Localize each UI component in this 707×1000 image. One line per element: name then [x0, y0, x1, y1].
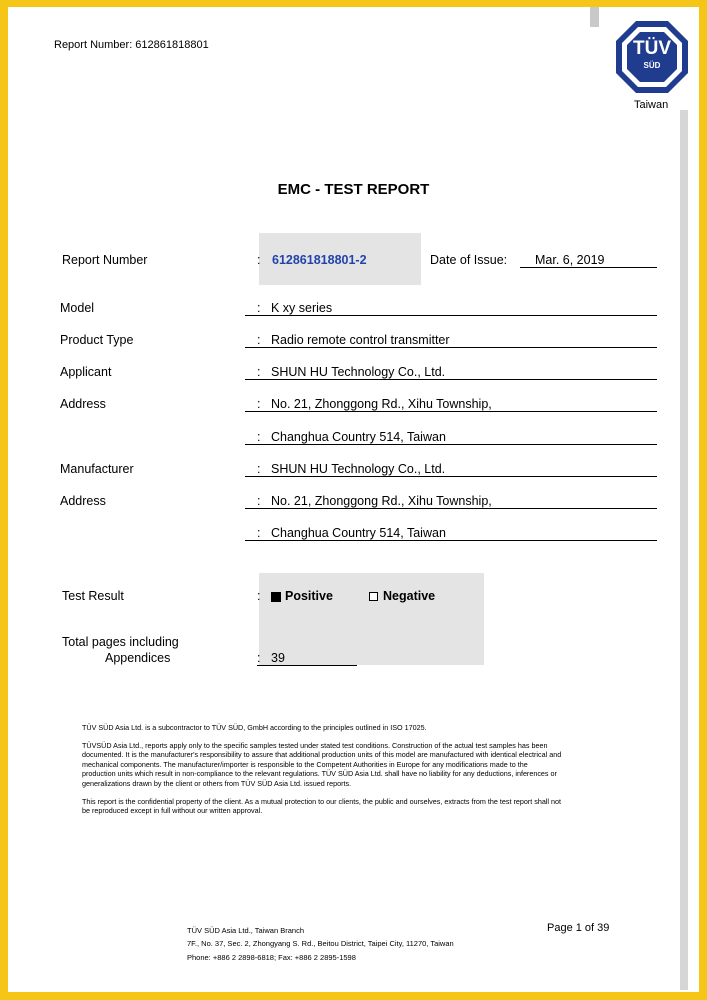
manufacturer-address-label: Address — [60, 494, 106, 508]
applicant-address-underline2 — [245, 444, 657, 445]
date-of-issue-label: Date of Issue: — [430, 253, 508, 267]
total-pages-underline — [257, 665, 357, 666]
colon: : — [257, 494, 261, 508]
report-number-label: Report Number — [62, 253, 148, 267]
page-shadow-top — [590, 7, 599, 27]
footer-company: TÜV SÜD Asia Ltd., Taiwan Branch — [187, 926, 304, 935]
manufacturer-underline — [245, 476, 657, 477]
test-result-shade — [259, 573, 484, 665]
colon: : — [257, 462, 261, 476]
applicant-address-label: Address — [60, 397, 106, 411]
applicant-underline — [245, 379, 657, 380]
total-pages-label-line1: Total pages including — [62, 635, 179, 649]
footer-page-number: Page 1 of 39 — [547, 922, 610, 934]
applicant-value: SHUN HU Technology Co., Ltd. — [271, 365, 446, 379]
product-type-value: Radio remote control transmitter — [271, 333, 450, 347]
positive-checkbox[interactable] — [271, 592, 281, 602]
manufacturer-value: SHUN HU Technology Co., Ltd. — [271, 462, 446, 476]
report-number-value: 612861818801-2 — [272, 253, 367, 267]
colon: : — [257, 397, 261, 411]
colon: : — [257, 301, 261, 315]
colon: : — [257, 430, 261, 444]
total-pages-value: 39 — [271, 651, 285, 665]
manufacturer-address-line2: Changhua Country 514, Taiwan — [271, 526, 446, 540]
disclaimer-confidential: This report is the confidential property of the client. As a mutual protection to our clients, the public and ourselves, extracts from the test report shall not be reproduced except in full without our written approval. — [82, 796, 562, 816]
positive-label: Positive — [285, 589, 333, 603]
tuv-logo-text: TÜV — [633, 38, 671, 59]
negative-checkbox[interactable] — [369, 592, 378, 601]
applicant-address-underline1 — [245, 411, 657, 412]
manufacturer-address-underline2 — [245, 540, 657, 541]
header-report-number: Report Number: 612861818801 — [54, 39, 209, 51]
disclaimer-liability: TÜVSÜD Asia Ltd., reports apply only to the specific samples tested under stated test conditions. Construction of the actual test samples has been documented. It is the manufacturer's responsibility to assure that additional production units of this model are manufactured with identical electrical and mechanical components. The manufacturer/importer is responsible to the Competent Authorities in Europe for any modifications made to the production units which result in non-compliance to the relevant regulations. TÜV SÜD Asia Ltd. shall have no liability for any deductions, inferences or generalizations drawn by the client or others from TÜV SÜD Asia Ltd. issued reports. — [82, 740, 562, 788]
model-label: Model — [60, 301, 95, 315]
page-shadow-right — [680, 110, 688, 990]
tuv-logo — [612, 17, 692, 97]
footer-phone: Phone: +886 2 2898-6818; Fax: +886 2 2895-1598 — [187, 953, 356, 962]
manufacturer-address-line1: No. 21, Zhonggong Rd., Xihu Township, — [271, 494, 492, 508]
applicant-address-line2: Changhua Country 514, Taiwan — [271, 430, 446, 444]
applicant-label: Applicant — [60, 365, 112, 379]
colon: : — [257, 526, 261, 540]
product-type-underline — [245, 347, 657, 348]
test-result-label: Test Result — [62, 589, 124, 603]
colon: : — [257, 651, 261, 665]
date-of-issue-value: Mar. 6, 2019 — [535, 253, 605, 267]
applicant-address-line1: No. 21, Zhonggong Rd., Xihu Township, — [271, 397, 492, 411]
disclaimer-block — [82, 723, 562, 824]
total-pages-label-line2: Appendices — [105, 651, 171, 665]
model-value: K xy series — [271, 301, 333, 315]
colon: : — [257, 589, 261, 603]
footer-address: 7F., No. 37, Sec. 2, Zhongyang S. Rd., Beitou District, Taipei City, 11270, Taiwan — [187, 939, 454, 948]
logo-location: Taiwan — [634, 99, 669, 111]
negative-label: Negative — [383, 589, 436, 603]
manufacturer-label: Manufacturer — [60, 462, 134, 476]
product-type-label: Product Type — [60, 333, 134, 347]
manufacturer-address-underline1 — [245, 508, 657, 509]
page-title: EMC - TEST REPORT — [277, 181, 430, 198]
disclaimer-subcontractor: TÜV SÜD Asia Ltd. is a subcontractor to TÜV SÜD, GmbH according to the principles outlined in ISO 17025. — [82, 723, 427, 732]
model-underline — [245, 315, 657, 316]
date-underline — [520, 267, 657, 268]
colon: : — [257, 333, 261, 347]
colon: : — [257, 365, 261, 379]
colon: : — [257, 253, 261, 267]
tuv-logo-sub: SÜD — [643, 61, 661, 70]
